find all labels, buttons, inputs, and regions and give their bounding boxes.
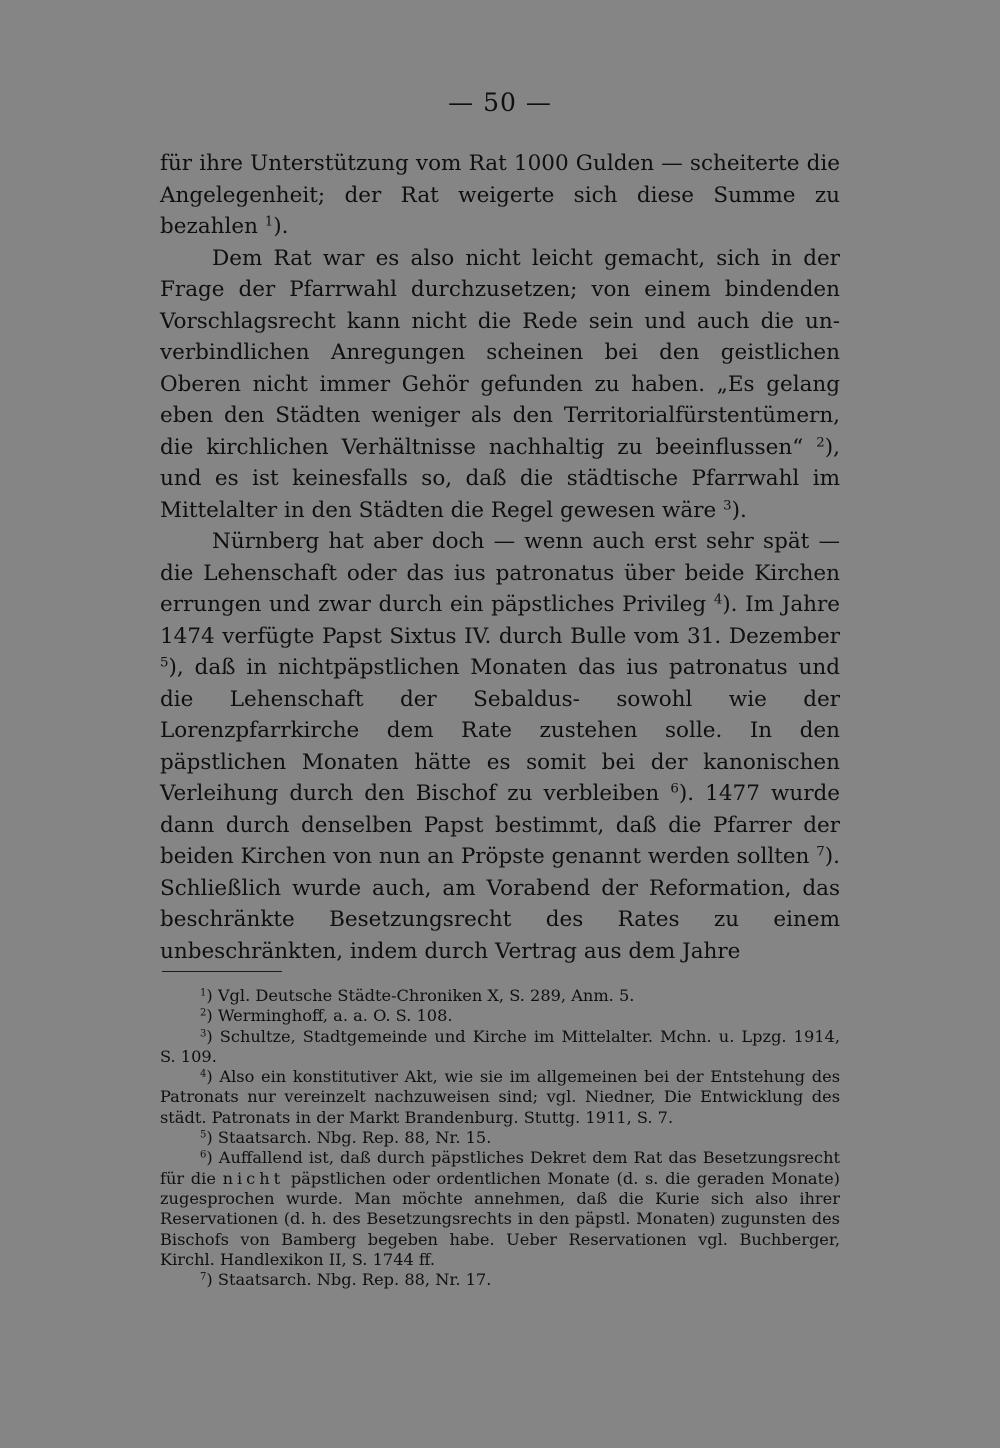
footnote-ref-6: 6 [670, 781, 679, 797]
paragraph-2-end: ). [731, 497, 747, 523]
footnote-ref-1: 1 [264, 214, 274, 230]
footnote-text: ) Werminghoff, a. a. O. S. 108. [206, 1006, 453, 1026]
footnote-2 [160, 1006, 840, 1026]
footnote-ref-5: 5 [160, 655, 169, 671]
footnote-text-b: päpstlichen oder ordentlichen Monate (d. s. die geraden Monate) zugesprochen wurde. Man möchte annehmen, daß die Kurie sich also ihrer Reservationen (d. h. des Besetzungsrechts in den päpstl. Monaten) zugunsten des Bischofs von Bamberg begeben habe. Ueber Reservationen vgl. Buchberger, Kirchl. Handlexikon II, S. 1744 ff. [160, 1168, 840, 1269]
paragraph-3-text-a: Nürnberg hat aber doch — wenn auch erst sehr spät — die Lehenschaft oder das ius patronatus über beide Kirchen errungen und zwar durch ein päpstliches Privileg [160, 529, 840, 617]
footnote-5 [160, 1128, 840, 1148]
footnote-mark: 3 [200, 1028, 207, 1040]
footnote-mark: 2 [200, 1007, 207, 1019]
footnote-mark: 7 [200, 1271, 207, 1283]
footnote-ref-4: 4 [713, 592, 723, 608]
footnote-6 [160, 1148, 840, 1270]
footnote-ref-7: 7 [816, 844, 825, 860]
paragraph-2-text-b: ), und es ist keinesfalls so, daß die städtische Pfarrwahl im Mittelalter in den Städten die Regel gewesen wäre [160, 434, 840, 523]
paragraph-3-text-e: ). Schließlich wurde auch, am Vorabend der Reformation, das beschränkte Besetzungsrecht des Rates zu einem unbeschränkten, indem durch Vertrag aus dem Jahre [160, 844, 841, 964]
footnote-ref-3: 3 [723, 498, 732, 514]
paragraph-3-text-c: ), daß in nichtpäpstlichen Monaten das ius patronatus und die Lehenschaft der Sebaldus- sowohl wie der Lorenzpfarrkirche dem Rate zustehen solle. In den päpstlichen Monaten hätte es somit bei der kanonischen Verleihung durch den Bischof zu verbleiben [160, 655, 840, 806]
paragraph-1 [160, 148, 840, 243]
footnote-4 [160, 1067, 840, 1128]
footnote-emphasis: nicht [222, 1168, 285, 1188]
footnote-text: ) Vgl. Deutsche Städte-Chroniken X, S. 289, Anm. 5. [206, 986, 635, 1005]
paragraph-3 [160, 526, 840, 967]
footnote-ref-2: 2 [816, 435, 825, 451]
footnote-text: ) Staatsarch. Nbg. Rep. 88, Nr. 15. [206, 1128, 492, 1148]
footnote-text: ) Schultze, Stadtgemeinde und Kirche im Mittelalter. Mchn. u. Lpzg. 1914, S. 109. [160, 1026, 840, 1066]
footnotes [160, 986, 840, 1290]
footnote-mark: 4 [200, 1068, 207, 1080]
footnote-text: ) Staatsarch. Nbg. Rep. 88, Nr. 17. [206, 1270, 492, 1290]
footnote-mark: 5 [200, 1129, 207, 1141]
footnote-divider [162, 971, 282, 972]
paragraph-2-text-a: Dem Rat war es also nicht leicht gemacht, sich in der Frage der Pfarrwahl durchzusetzen; von einem bindenden Vorschlagsrecht kann nicht die Rede sein und auch die unverbindlichen Anregungen scheinen bei den geistlichen Oberen nicht immer Gehör gefunden zu haben. „Es gelang eben den Städten weniger als den Territorialfürstentümern, die kirchlichen Verhältnisse nachhaltig zu beeinflussen“ [160, 245, 840, 460]
page-number: — 50 — [448, 88, 552, 117]
footnote-text: ) Also ein konstitutiver Akt, wie sie im allgemeinen bei der Entstehung des Patronats nur vereinzelt nachzuweisen sind; vgl. Niedner, Die Entwicklung des städt. Patronats in der Markt Brandenburg. Stuttg. 1911, S. 7. [160, 1067, 840, 1127]
paragraph-1-end: ). [273, 214, 289, 239]
paragraph-1-text: für ihre Unterstützung vom Rat 1000 Gulden — scheiterte die Angelegenheit; der Rat weigerte sich diese Summe zu bezahlen [160, 151, 840, 239]
paragraph-2 [160, 243, 840, 527]
footnote-7 [160, 1270, 840, 1290]
footnote-text-a: ) Auffallend ist, daß durch päpstliches Dekret dem Rat das Besetzungsrecht für die [160, 1148, 840, 1188]
main-text [160, 148, 840, 967]
paragraph-3-text-d: ). 1477 wurde dann durch denselben Papst bestimmt, daß die Pfarrer der beiden Kirchen von nun an Pröpste genannt werden sollten [160, 781, 840, 869]
footnote-mark: 6 [200, 1149, 207, 1161]
footnote-mark: 1 [200, 987, 207, 999]
paragraph-3-text-b: ). Im Jahre 1474 verfügte Papst Sixtus IV. durch Bulle vom 31. Dezember [160, 592, 840, 649]
footnote-1 [160, 986, 840, 1006]
footnote-3 [160, 1027, 840, 1068]
